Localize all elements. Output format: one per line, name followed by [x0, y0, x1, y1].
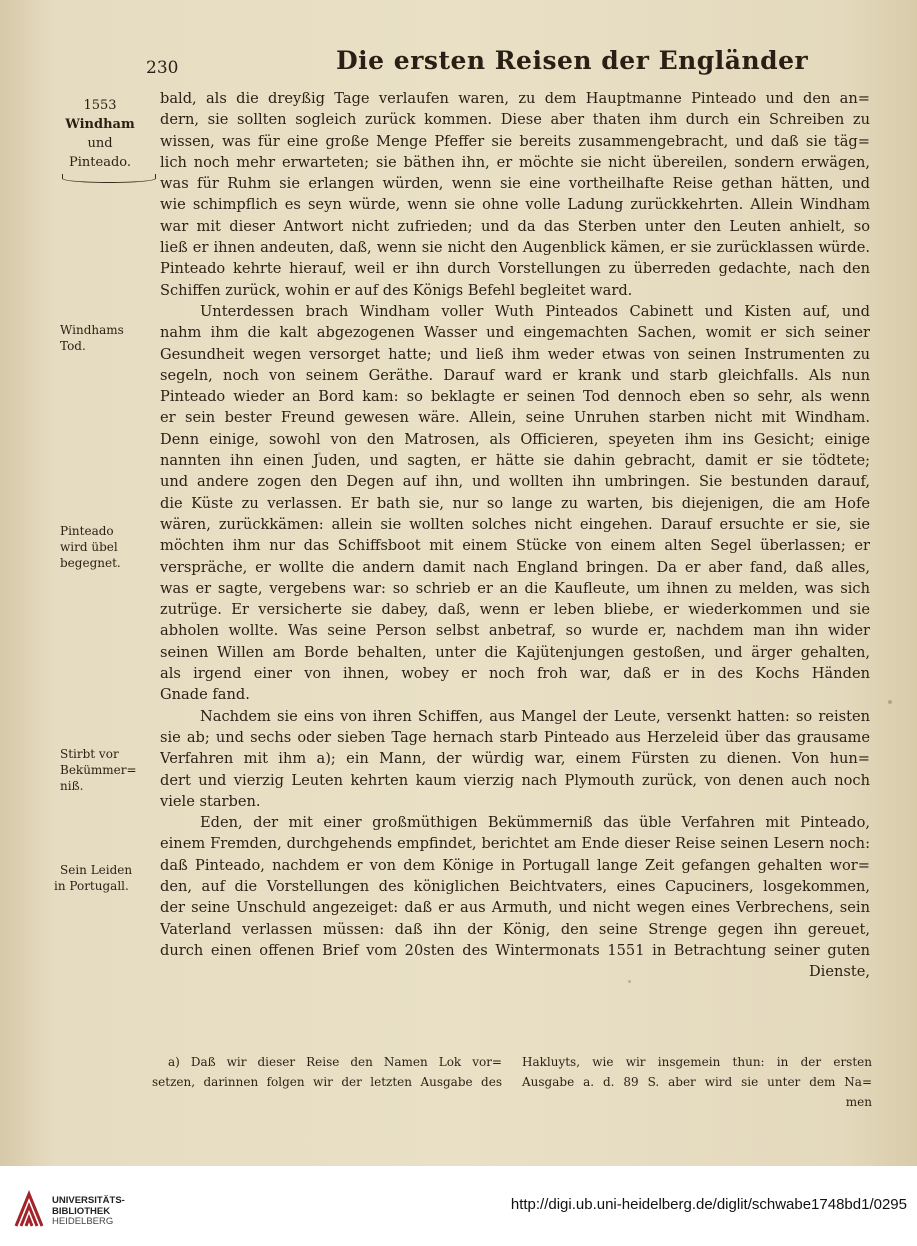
- margin-note-line: in Portugall.: [54, 879, 129, 893]
- text-line: dert und vierzig Leuten kehrten kaum vierzig nach Plymouth zurück, von denen auch noch: [160, 771, 870, 789]
- text-line: Pinteado kehrte hierauf, weil er ihn durch Vorstellungen zu überreden gedachte, nach den: [160, 260, 870, 278]
- text-line: als irgend einer von ihnen, wobey er noch froh war, daß er in des Kochs Händen: [160, 665, 870, 683]
- footnote-right-column: [522, 1052, 872, 1112]
- body-text: [160, 88, 870, 982]
- footnote-line: Hakluyts, wie wir insgemein thun: in der ersten: [522, 1055, 872, 1069]
- text-line: nahm ihm die kalt abgezogenen Wasser und eingemachten Sachen, womit er sich seiner: [160, 324, 870, 342]
- margin-note-line: Pinteado: [60, 524, 114, 538]
- text-line: Verfahren mit ihm a); ein Mann, der würdig war, einem Fürsten zu dienen. Von hun=: [160, 750, 870, 768]
- text-line: Schiffen zurück, wohin er auf des Königs Befehl begleitet ward.: [160, 281, 633, 299]
- margin-note-line: 1553: [83, 98, 117, 113]
- margin-note-line: Bekümmer=: [60, 763, 137, 777]
- paper-speck: [888, 700, 892, 704]
- paper-speck: [318, 452, 321, 455]
- paragraph-start-line: Nachdem sie eins von ihren Schiffen, aus Mangel der Leute, versenkt hatten: so reisten: [200, 707, 870, 725]
- text-line: wissen, was für eine große Menge Pfeffer sie bereits zusammengebracht, und daß sie täg=: [160, 132, 870, 150]
- text-line: was er sagte, vergebens war: so schrieb er an die Kaufleute, um ihnen zu melden, was sich: [160, 579, 870, 597]
- library-name-line: UNIVERSITÄTS-: [52, 1195, 125, 1206]
- margin-note-line: wird übel: [60, 540, 118, 554]
- margin-note-line: niß.: [60, 779, 84, 793]
- margin-note-line: Windham: [65, 117, 135, 132]
- text-line: wie schimpflich es seyn würde, wenn sie ohne volle Ladung zurückkehrten. Allein Windham: [160, 196, 870, 214]
- text-line: lich noch mehr erwarteten; sie bäthen ihn, er möchte sie nicht übereilen, sondern erwägen,: [160, 153, 870, 171]
- viewer-footer: [0, 1166, 917, 1246]
- text-line: Gesundheit wegen versorget hatte; und ließ ihm weder etwas von seinen Instrumenten zu: [160, 345, 870, 363]
- text-line: daß Pinteado, nachdem er von dem Könige in Portugall lange Zeit gefangen gehalten wor=: [160, 856, 870, 874]
- running-title: Die ersten Reisen der Engländer: [336, 46, 809, 75]
- permalink-url[interactable]: http://digi.ub.uni-heidelberg.de/diglit/schwabe1748bd1/0295: [510, 1196, 907, 1213]
- text-line: ließ er ihnen andeuten, daß, wenn sie nicht den Augenblick kämen, er sie zurücklassen würde.: [160, 239, 870, 257]
- text-line: segeln, noch von seinem Geräthe. Darauf ward er krank und starb gleichfalls. Als nun: [160, 366, 870, 384]
- text-line: den, auf die Vorstellungen des königlichen Beichtvaters, eines Capuciners, losgekommen,: [160, 877, 870, 895]
- margin-note-line: Tod.: [60, 339, 86, 353]
- margin-brace: [62, 174, 156, 183]
- margin-note-windham-pinteado: [64, 96, 136, 172]
- text-line: Vaterland verlassen müssen: daß ihn der König, den seine Strenge gegen ihn gereuet,: [160, 920, 870, 938]
- text-line: was für Ruhm sie erlangen würden, wenn sie eine vortheilhafte Reise gethan hätten, und: [160, 175, 870, 193]
- margin-note-line: begegnet.: [60, 556, 121, 570]
- text-line: zutrüge. Er versicherte sie dabey, daß, wenn er leben bliebe, er wiederkommen und sie: [160, 601, 870, 619]
- margin-note-windhams-tod: [60, 322, 160, 354]
- text-line: bald, als die dreyßig Tage verlaufen waren, zu dem Hauptmanne Pinteado und den an=: [160, 90, 870, 107]
- text-line: abholen wollte. Was seine Person selbst anbetraf, so wurde er, nachdem man ihn wider: [160, 622, 870, 640]
- text-line: der seine Unschuld angezeiget: daß er aus Armuth, und nicht wegen eines Verbrechens, sein: [160, 899, 870, 917]
- margin-note-sein-leiden: [54, 862, 160, 894]
- footnote-line: setzen, darinnen folgen wir der letzten Ausgabe des: [152, 1075, 502, 1089]
- text-line: durch einen offenen Brief vom 20sten des Wintermonats 1551 in Betrachtung seiner guten: [160, 941, 870, 959]
- text-line: er sein bester Freund gewesen wäre. Allein, seine Unruhen starben nicht mit Windham.: [160, 409, 870, 427]
- text-line: war mit dieser Antwort nicht zufrieden; und da das Sterben unter den Leuten anhielt, so: [160, 217, 870, 235]
- text-line: sie ab; und sechs oder sieben Tage hernach starb Pinteado aus Herzeleid über das grausame: [160, 728, 870, 746]
- library-name-line: HEIDELBERG: [52, 1216, 114, 1227]
- text-line: möchten ihm nur das Schiffsboot mit einem Stücke von einem alten Segel überlassen; er: [160, 537, 870, 555]
- text-line: verspräche, er wollte die andern damit nach England bringen. Da er aber fand, daß alles,: [160, 558, 870, 576]
- page-header: [0, 44, 917, 78]
- paper-speck: [628, 980, 631, 983]
- page-number: 230: [146, 58, 179, 78]
- margin-note-line: Sein Leiden: [60, 863, 133, 877]
- text-line: Denn einige, sowohl von den Matrosen, als Officieren, speyeten ihm ins Gesicht; einige: [160, 430, 870, 448]
- margin-note-line: und: [87, 136, 113, 151]
- footnote-left-column: [152, 1052, 502, 1092]
- library-name[interactable]: [52, 1196, 125, 1228]
- margin-note-stirbt-vor: [60, 746, 160, 794]
- paragraph-start-line: Unterdessen brach Windham voller Wuth Pinteados Cabinett und Kisten auf, und: [200, 302, 870, 320]
- library-name-line: BIBLIOTHEK: [52, 1205, 111, 1217]
- margin-note-line: Pinteado.: [69, 155, 131, 170]
- footnote-line: men: [845, 1095, 872, 1109]
- margin-note-pinteado-uebel: [60, 523, 160, 571]
- footnote-line: a) Daß wir dieser Reise den Namen Lok vor=: [168, 1055, 502, 1069]
- text-line: dern, sie sollten sogleich zurück kommen. Diese aber thaten ihm durch ein Schreiben zu: [160, 111, 870, 129]
- text-line: Gnade fand.: [160, 686, 250, 704]
- catchword: Dienste,: [808, 963, 870, 981]
- text-line: nannten ihn einen Juden, und sagten, er hätte sie dahin gebracht, damit er sie tödtete;: [160, 452, 870, 470]
- footnote-line: Ausgabe a. d. 89 S. aber wird sie unter dem Na=: [522, 1075, 872, 1089]
- text-line: Pinteado wieder an Bord kam: so beklagte er seinen Tod dennoch eben so sehr, als wenn: [160, 388, 870, 406]
- paragraph-start-line: Eden, der mit einer großmüthigen Bekümmerniß das üble Verfahren mit Pinteado,: [200, 814, 870, 832]
- text-line: viele starben.: [160, 792, 261, 810]
- text-line: einem Fremden, durchgehends empfindet, berichtet am Ende dieser Reise seinen Lesern noch:: [160, 835, 870, 853]
- text-line: und andere zogen den Degen auf ihn, und wollten ihn umbringen. Sie bestunden darauf,: [160, 473, 870, 491]
- text-line: wären, zurückkämen: allein sie wollten solches nicht eingehen. Darauf ersuchte er sie, sie: [160, 515, 870, 533]
- margin-note-line: Stirbt vor: [60, 747, 119, 761]
- margin-note-line: Windhams: [60, 323, 124, 337]
- text-line: die Küste zu verlassen. Er bath sie, nur so lange zu warten, bis diejenigen, die am Hofe: [160, 494, 870, 512]
- text-line: seinen Willen am Borde behalten, unter die Kajütenjungen gestoßen, und ärger gehalten,: [160, 643, 870, 661]
- library-logo-icon[interactable]: [12, 1190, 46, 1230]
